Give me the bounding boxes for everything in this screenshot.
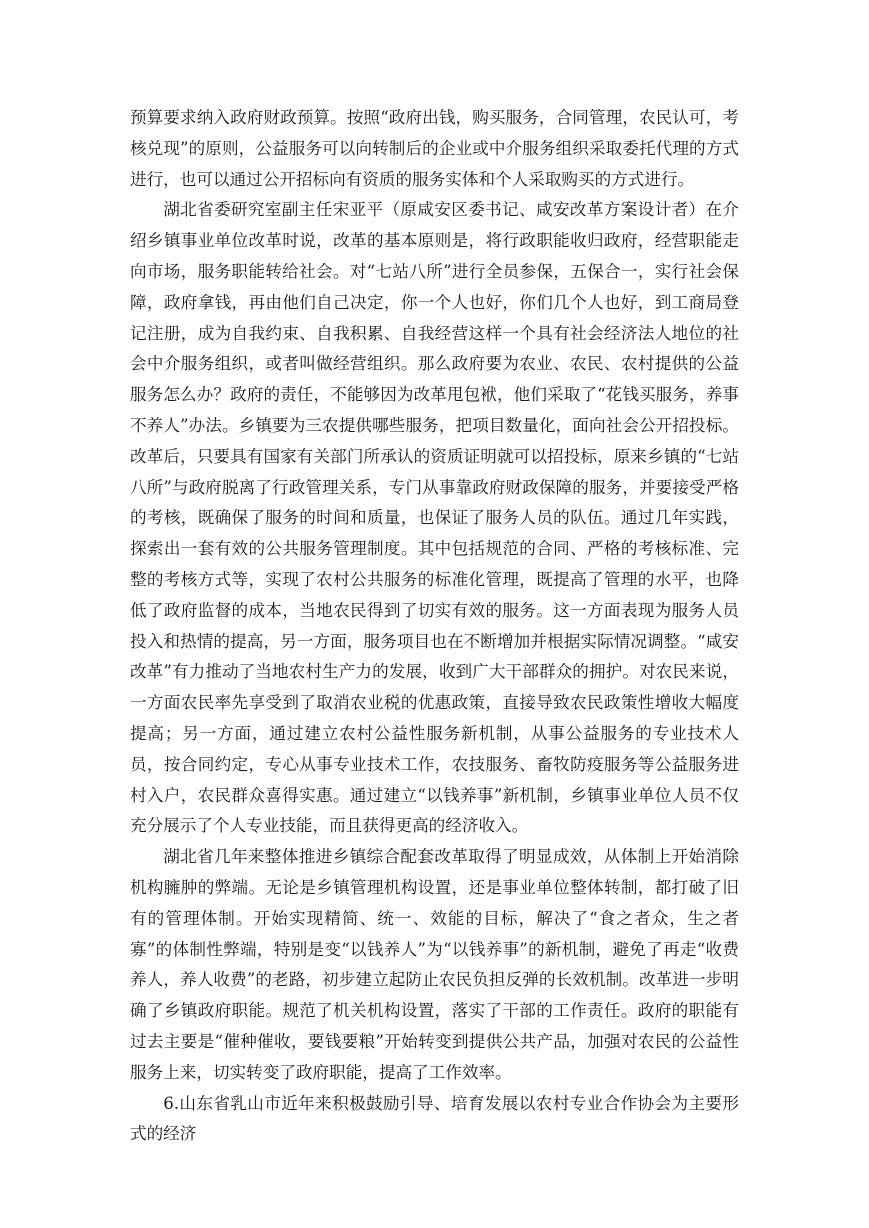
paragraph-continuation: 预算要求纳入政府财政预算。按照“政府出钱，购买服务，合同管理，农民认可，考核兑现”的原则，公益服务可以向转制后的企业或中介服务组织采取委托代理的方式进行，也可以通过公开招标向有资质的服务实体和个人采取购买的方式进行。 xyxy=(130,108,739,189)
document-body xyxy=(130,103,739,1150)
paragraph-item-6-rushan: 6.山东省乳山市近年来积极鼓励引导、培育发展以农村专业合作协会为主要形式的经济 xyxy=(130,1093,739,1144)
paragraph-hubei-results: 湖北省几年来整体推进乡镇综合配套改革取得了明显成效，从体制上开始消除机构臃肿的弊端。无论是乡镇管理机构设置，还是事业单位整体转制，都打破了旧有的管理体制。开始实现精简、统一、效能的目标，解决了“食之者众，生之者寡”的体制性弊端，特别是变“以钱养人”为“以钱养事”的新机制，避免了再走“收费养人，养人收费”的老路，初步建立起防止农民负担反弹的长效机制。改革进一步明确了乡镇政府职能。规范了机关机构设置，落实了干部的工作责任。政府的职能有过去主要是“催种催收，要钱要粮”开始转变到提供公共产品，加强对农民的公益性服务上来，切实转变了政府职能，提高了工作效率。 xyxy=(130,847,739,1082)
paragraph-xianan-reform-intro: 湖北省委研究室副主任宋亚平（原咸安区委书记、咸安改革方案设计者）在介绍乡镇事业单位改革时说，改革的基本原则是，将行政职能收归政府，经营职能走向市场，服务职能转给社会。对“七站八所”进行全员参保，五保合一，实行社会保障，政府拿钱，再由他们自己决定，你一个人也好，你们几个人也好，到工商局登记注册，成为自我约束、自我积累、自我经营这样一个具有社会经济法人地位的社会中介服务组织，或者叫做经营组织。那么政府要为农业、农民、农村提供的公益服务怎么办？政府的责任，不能够因为改革甩包袱，他们采取了“花钱买服务，养事不养人”办法。乡镇要为三农提供哪些服务，把项目数量化，面向社会公开招投标。改革后，只要具有国家有关部门所承认的资质证明就可以招投标，原来乡镇的“七站八所”与政府脱离了行政管理关系，专门从事靠政府财政保障的服务，并要接受严格的考核，既确保了服务的时间和质量，也保证了服务人员的队伍。通过几年实践，探索出一套有效的公共服务管理制度。其中包括规范的合同、严格的考核标准、完整的考核方式等，实现了农村公共服务的标准化管理，既提高了管理的水平，也降低了政府监督的成本，当地农民得到了切实有效的服务。这一方面表现为服务人员投入和热情的提高，另一方面，服务项目也在不断增加并根据实际情况调整。“咸安改革”有力推动了当地农村生产力的发展，收到广大干部群众的拥护。对农民来说，一方面农民率先享受到了取消农业税的优惠政策，直接导致农民政策性增收大幅度提高；另一方面，通过建立农村公益性服务新机制，从事公益服务的专业技术人员，按合同约定，专心从事专业技术工作，农技服务、畜牧防疫服务等公益服务进村入户，农民群众喜得实惠。通过建立“以钱养事”新机制，乡镇事业单位人员不仅充分展示了个人专业技能，而且获得更高的经济收入。 xyxy=(130,200,739,836)
